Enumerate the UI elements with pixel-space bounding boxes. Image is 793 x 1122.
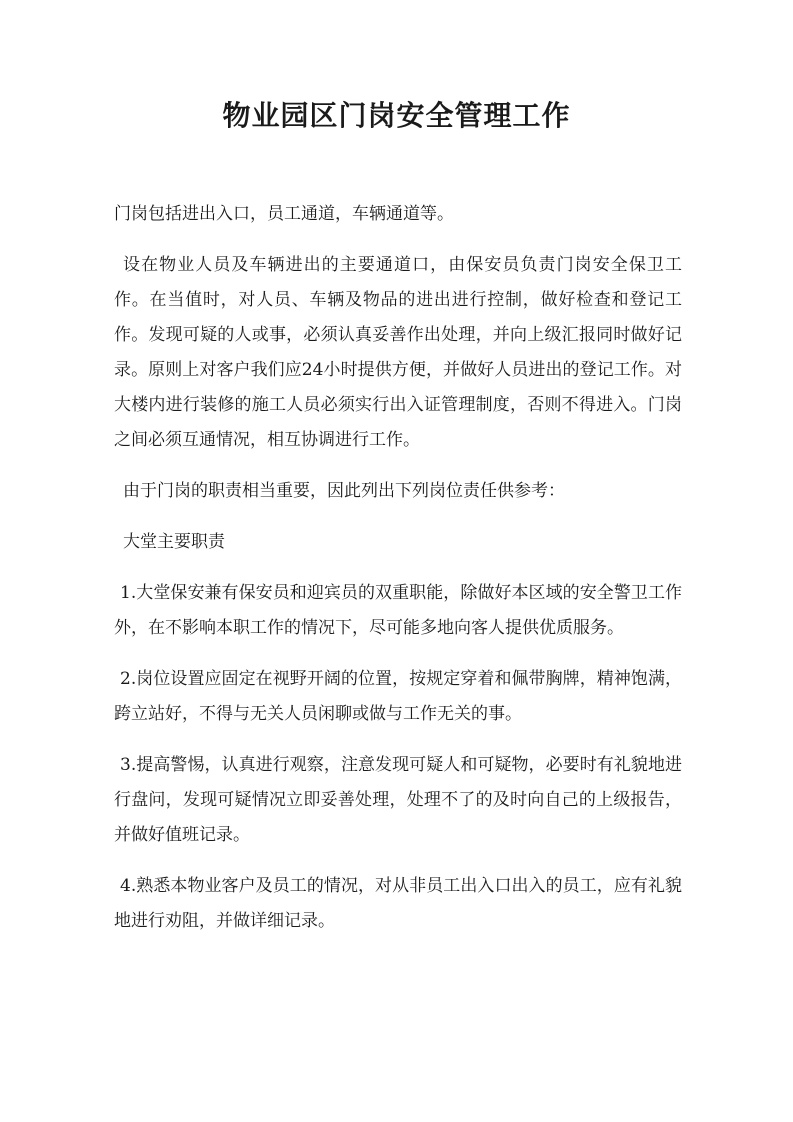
- list-item-2: 2.岗位设置应固定在视野开阔的位置，按规定穿着和佩带胸牌，精神饱满，跨立站好，不得与无关人员闲聊或做与工作无关的事。: [114, 669, 682, 724]
- paragraph-gate-duties: 设在物业人员及车辆进出的主要通道口，由保安员负责门岗安全保卫工作。在当值时，对人员、车辆及物品的进出进行控制，做好检查和登记工作。发现可疑的人或事，必须认真妥善作出处理，并向上级汇报同时做好记录。原则上对客户我们应24小时提供方便，并做好人员进出的登记工作。对大楼内进行装修的施工人员必须实行出入证管理制度，否则不得进入。门岗之间必须互通情况，相互协调进行工作。: [114, 255, 682, 450]
- paragraph-gate-scope: 门岗包括进出入口，员工通道，车辆通道等。: [114, 204, 454, 224]
- page-title: 物业园区门岗安全管理工作: [222, 99, 571, 132]
- paragraph-intro-list: 由于门岗的职责相当重要，因此列出下列岗位责任供参考：: [123, 481, 565, 501]
- document-body: [114, 197, 682, 955]
- section-heading-lobby: 大堂主要职责: [123, 532, 225, 552]
- list-item-1: 1.大堂保安兼有保安员和迎宾员的双重职能，除做好本区域的安全警卫工作外，在不影响本职工作的情况下，尽可能多地向客人提供优质服务。: [114, 583, 682, 638]
- list-item-4: 4.熟悉本物业客户及员工的情况，对从非员工出入口出入的员工，应有礼貌地进行劝阻，并做详细记录。: [114, 876, 682, 931]
- list-item-3: 3.提高警惕，认真进行观察，注意发现可疑人和可疑物，必要时有礼貌地进行盘问，发现可疑情况立即妥善处理，处理不了的及时向自己的上级报告，并做好值班记录。: [114, 755, 682, 845]
